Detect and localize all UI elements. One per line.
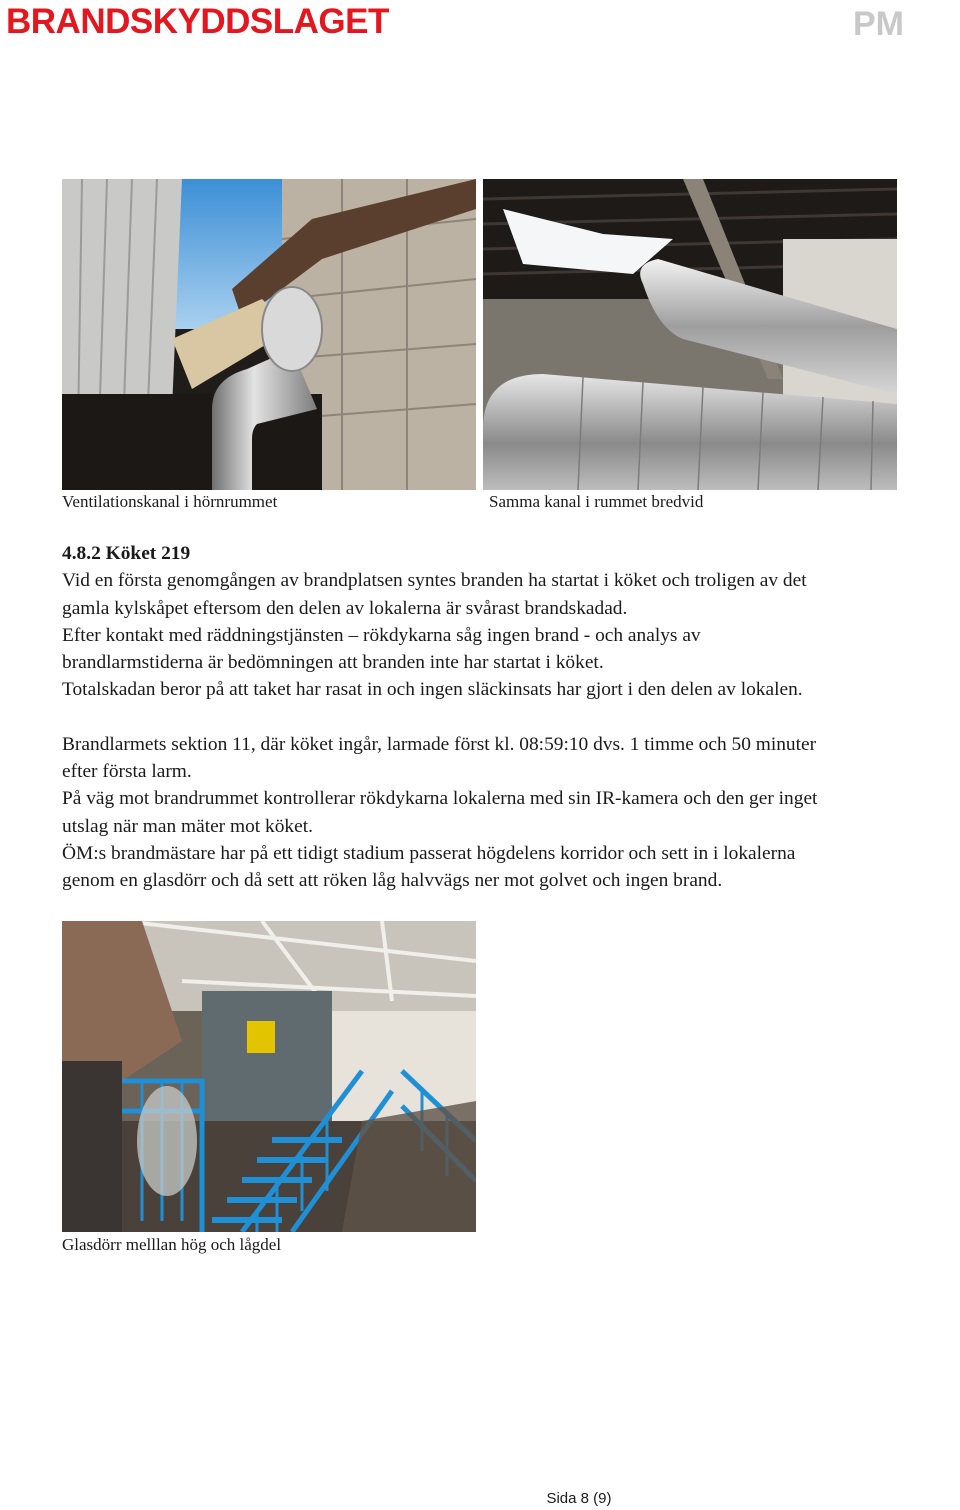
- document-type-label: PM: [853, 5, 904, 43]
- body-line: gamla kylskåpet eftersom den delen av lokalerna är svårast brandskadad.: [62, 597, 628, 619]
- body-line: utslag när man mäter mot köket.: [62, 815, 313, 837]
- section-body: [62, 540, 960, 895]
- body-line: ÖM:s brandmästare har på ett tidigt stadium passerat högdelens korridor och sett in i lokalerna: [62, 842, 796, 864]
- body-line: Brandlarmets sektion 11, där köket ingår, larmade först kl. 08:59:10 dvs. 1 timme och 50 minuter: [62, 733, 817, 755]
- photo-glass-door-section: [62, 921, 476, 1232]
- body-line: efter första larm.: [62, 761, 192, 783]
- body-line: Efter kontakt med räddningstjänsten – rökdykarna såg ingen brand - och analys av: [62, 624, 701, 646]
- photo-caption: Samma kanal i rummet bredvid: [489, 492, 704, 511]
- section-heading: 4.8.2 Köket 219: [62, 543, 191, 564]
- brand-logo: BRANDSKYDDSLAGET: [6, 2, 389, 41]
- paragraph-gap: [62, 704, 960, 731]
- page-number: Sida 8 (9): [546, 1490, 612, 1507]
- body-line: Vid en första genomgången av brandplatsen syntes branden ha startat i köket och troligen av det: [62, 570, 807, 592]
- body-line: genom en glasdörr och då sett att röken låg halvvägs ner mot golvet och ingen brand.: [62, 870, 723, 892]
- photo-caption: Glasdörr melllan hög och lågdel: [62, 1235, 282, 1254]
- body-line: Totalskadan beror på att taket har rasat in och ingen släckinsats har gjort i den delen av lokalen.: [62, 679, 803, 701]
- photo-ventilation-duct-corner: [62, 179, 476, 490]
- page-footer: [0, 1490, 960, 1507]
- body-line: På väg mot brandrummet kontrollerar rökdykarna lokalerna med sin IR-kamera och den ger inget: [62, 788, 818, 810]
- body-line: brandlarmstiderna är bedömningen att branden inte har startat i köket.: [62, 652, 604, 674]
- photo-caption: Ventilationskanal i hörnrummet: [62, 492, 278, 511]
- photo-duct-adjacent-room: [483, 179, 897, 490]
